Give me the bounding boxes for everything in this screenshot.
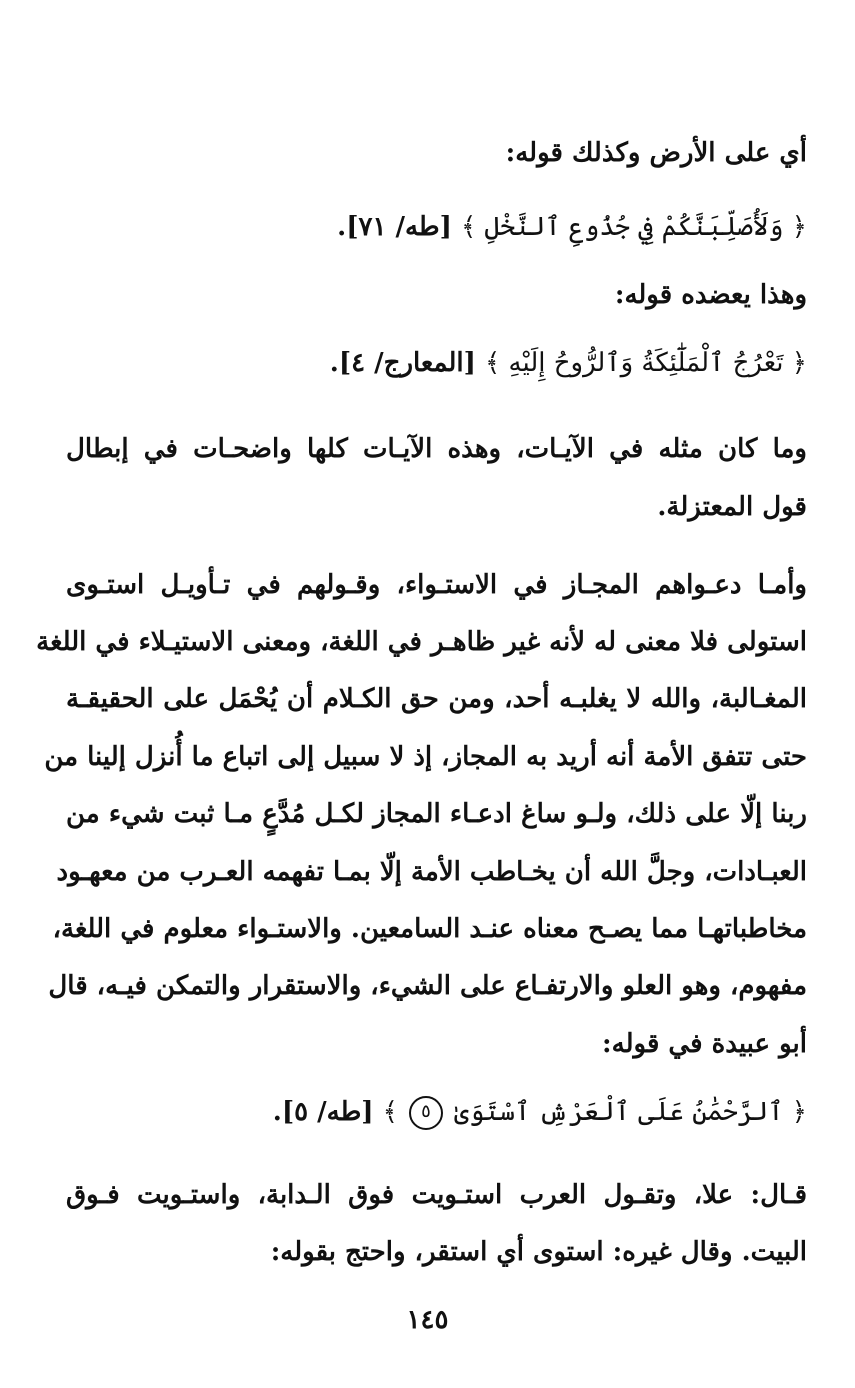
quran-verse-line — [66, 210, 807, 244]
quran-verse: ﴿ ٱلرَّحْمَٰنُ عَلَى ٱلْعَرْشِ ٱسْتَوَىٰ — [454, 1097, 807, 1127]
quran-verse: ﴿ وَلَأُصَلِّبَنَّكُمْ فِي جُذُوعِ ٱلنَّخْلِ ﴾ — [460, 212, 807, 242]
verse-reference: [طه/ ٥]. — [272, 1097, 374, 1127]
text-line: أي على الأرض وكذلك قوله: — [505, 138, 807, 168]
paragraph-line: وأمـا دعـواهم المجـاز في الاستـواء، وقـولهم في تـأويـل استـوى — [66, 570, 807, 600]
paragraph-line: وما كان مثله في الآيـات، وهذه الآيـات كلها واضحـات في إبطال — [66, 434, 807, 464]
paragraph-line: حتى تتفق الأمة أنه أريد به المجاز، إذ لا سبيل إلى اتباع ما أُنزل إلينا من — [44, 742, 807, 772]
ayah-number-mark: ٥ — [409, 1096, 443, 1130]
page-number: ١٤٥ — [406, 1305, 449, 1335]
quran-verse-line — [66, 1095, 807, 1130]
paragraph-line: العبـادات، وجلَّ الله أن يخـاطب الأمة إلّا بمـا تفهمه العـرب من معهـود — [56, 857, 807, 887]
text-line: وهذا يعضده قوله: — [614, 280, 807, 310]
verse-reference: [المعارج/ ٤]. — [329, 348, 476, 378]
paragraph-line: أبو عبيدة في قوله: — [602, 1029, 807, 1059]
paragraph-line: البيت. وقال غيره: استوى أي استقر، واحتج بقوله: — [270, 1237, 807, 1267]
paragraph-line: مفهوم، وهو العلو والارتفـاع على الشيء، والاستقرار والتمكن فيـه، قال — [48, 971, 807, 1001]
paragraph-line: قول المعتزلة. — [657, 492, 807, 522]
paragraph-line: ربنا إلّا على ذلك، ولـو ساغ ادعـاء المجاز لكـل مُدَّعٍ مـا ثبت شيء من — [66, 799, 807, 829]
quran-verse: ﴿ تَعْرُجُ ٱلْمَلَٰٓئِكَةُ وَٱلرُّوحُ إِلَيْهِ ﴾ — [485, 348, 807, 378]
paragraph-line: المغـالبة، والله لا يغلبـه أحد، ومن حق الكـلام أن يُحْمَل على الحقيقـة — [66, 684, 807, 714]
verse-reference: [طه/ ٧١]. — [337, 212, 452, 242]
quran-verse-line — [66, 346, 807, 380]
paragraph-line: قـال: علا، وتقـول العرب استـويت فوق الـدابة، واستـويت فـوق — [66, 1180, 807, 1210]
verse-close-bracket: ﴾ — [382, 1097, 398, 1127]
paragraph-line: مخاطباتهـا مما يصـح معناه عنـد السامعين. والاستـواء معلوم في اللغة، — [52, 914, 807, 944]
paragraph-line: استولى فلا معنى له لأنه غير ظاهـر في اللغة، ومعنى الاستيـلاء في اللغة — [36, 627, 807, 657]
